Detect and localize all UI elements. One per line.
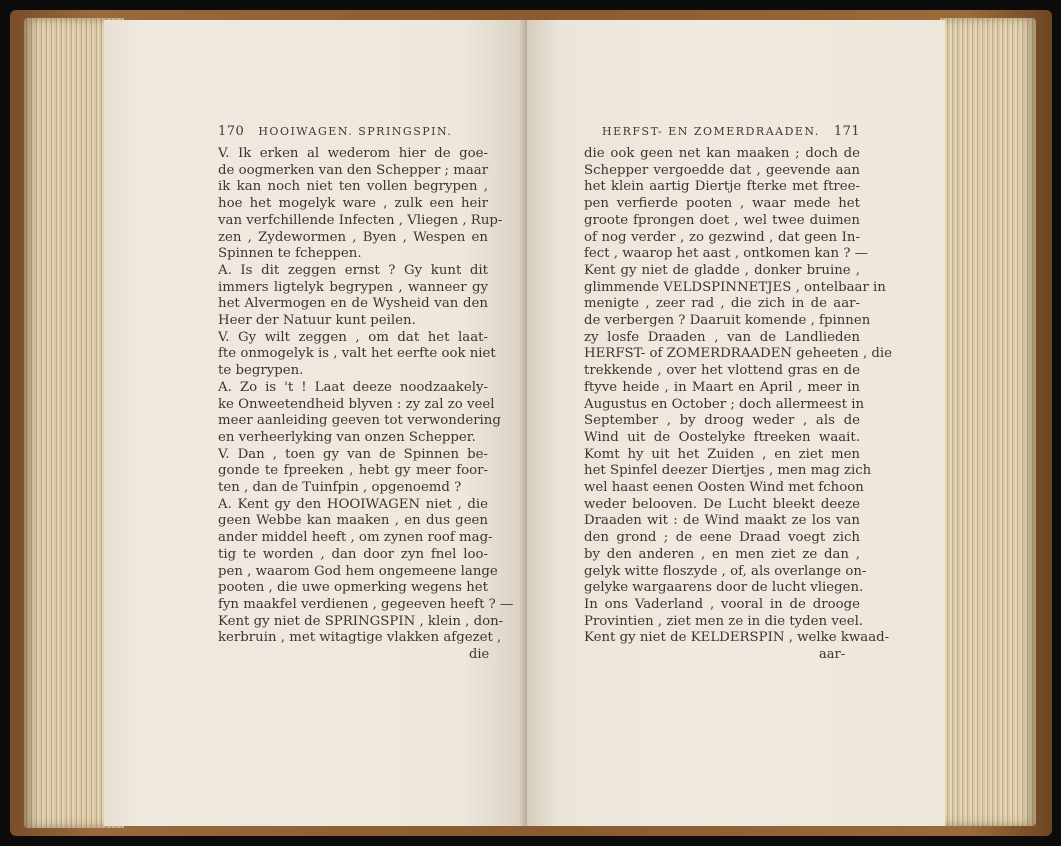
- text-line: by den anderen , en men ziet ze dan ,: [584, 546, 860, 562]
- right-catchword: aar-: [819, 647, 846, 662]
- text-line: fte onmogelyk is , valt het eerfte ook niet: [218, 346, 496, 362]
- text-line: geen Webbe kan maaken , en dus geen: [218, 513, 488, 529]
- text-line: gonde te fpreeken , hebt gy meer foor-: [218, 463, 488, 479]
- text-line: de verbergen ? Daaruit komende , fpinnen: [584, 313, 871, 329]
- text-line: fect , waarop het aast , ontkomen kan ? —: [584, 246, 868, 262]
- text-line: A. Kent gy den HOOIWAGEN niet , die: [218, 496, 488, 512]
- text-line: het klein aartig Diertje fterke met ftree-: [584, 179, 860, 195]
- text-line: ten , dan de Tuinfpin , opgenoemd ?: [218, 480, 462, 496]
- text-line: zy losfe Draaden , van de Landlieden: [584, 329, 860, 345]
- text-line: te begrypen.: [218, 363, 304, 379]
- text-line: Heer der Natuur kunt peilen.: [218, 313, 416, 329]
- text-line: groote fprongen doet , wel twee duimen: [584, 212, 860, 228]
- text-line: Komt hy uit het Zuiden , en ziet men: [584, 446, 860, 462]
- text-line: V. Gy wilt zeggen , om dat het laat-: [218, 329, 488, 345]
- left-body-text: [218, 146, 514, 647]
- right-running-head: [602, 124, 860, 139]
- text-line: weder belooven. De Lucht bleekt deeze: [584, 496, 860, 512]
- text-line: tig te worden , dan door zyn fnel loo-: [218, 546, 488, 562]
- text-line: gelyke wargaarens door de lucht vliegen.: [584, 580, 864, 596]
- left-page: [104, 20, 527, 826]
- text-line: ke Onweetendheid blyven : zy zal zo veel: [218, 396, 495, 412]
- right-body-text: [584, 146, 893, 647]
- text-line: hoe het mogelyk ware , zulk een heir: [218, 196, 488, 212]
- text-line: Kent gy niet de SPRINGSPIN , klein , don-: [218, 613, 504, 629]
- text-line: A. Is dit zeggen ernst ? Gy kunt dit: [218, 262, 488, 278]
- text-line: wel haast eenen Oosten Wind met fchoon: [584, 480, 864, 496]
- text-line: ftyve heide , in Maart en April , meer in: [584, 379, 860, 395]
- text-line: pen verfierde pooten , waar mede het: [584, 196, 860, 212]
- text-line: Kent gy niet de KELDERSPIN , welke kwaad-: [584, 630, 890, 646]
- left-catchword: die: [469, 647, 490, 662]
- text-line: de oogmerken van den Schepper ; maar: [218, 162, 489, 178]
- page-edges-right: [940, 18, 1036, 826]
- text-line: van verfchillende Infecten , Vliegen , Rup-: [218, 212, 503, 228]
- text-line: gelyk witte floszyde , of, als overlange on-: [584, 563, 867, 579]
- text-line: September , by droog weder , als de: [584, 413, 860, 429]
- text-line: of nog verder , zo gezwind , dat geen In-: [584, 229, 860, 245]
- text-line: Augustus en October ; doch allermeest in: [584, 396, 865, 412]
- text-line: V. Ik erken al wederom hier de goe-: [218, 146, 488, 161]
- right-running-title: HERFST- EN ZOMERDRAADEN.: [602, 125, 820, 138]
- left-page-number: 170: [218, 124, 245, 139]
- text-line: het Spinfel deezer Diertjes , men mag zich: [584, 463, 872, 479]
- text-line: Draaden wit : de Wind maakt ze los van: [584, 513, 860, 529]
- text-line: immers ligtelyk begrypen , wanneer gy: [218, 279, 488, 295]
- text-line: en verheerlyking van onzen Schepper.: [218, 429, 476, 445]
- text-line: V. Dan , toen gy van de Spinnen be-: [218, 446, 488, 462]
- text-line: A. Zo is 't ! Laat deeze noodzaakely-: [218, 379, 488, 395]
- text-line: zen , Zydewormen , Byen , Wespen en: [218, 229, 488, 245]
- right-page: [527, 20, 945, 826]
- text-line: kerbruin , met witagtige vlakken afgezet ,: [218, 630, 502, 646]
- text-line: het Alvermogen en de Wysheid van den: [218, 296, 488, 312]
- right-page-number: 171: [833, 124, 861, 139]
- text-line: ik kan noch niet ten vollen begrypen ,: [218, 179, 488, 195]
- text-line: HERFST- of ZOMERDRAADEN geheeten , die: [584, 346, 893, 362]
- text-line: Provintien , ziet men ze in die tyden veel.: [584, 613, 864, 629]
- text-line: trekkende , over het vlottend gras en de: [584, 363, 860, 379]
- text-line: Spinnen te fcheppen.: [218, 246, 362, 262]
- text-line: pooten , die uwe opmerking wegens het: [218, 580, 488, 596]
- left-running-title: HOOIWAGEN. SPRINGSPIN.: [258, 125, 453, 138]
- text-line: den grond ; de eene Draad voegt zich: [584, 530, 860, 546]
- text-line: In ons Vaderland , vooral in de drooge: [584, 596, 860, 612]
- text-line: meer aanleiding geeven tot verwondering: [218, 413, 501, 429]
- text-line: ander middel heeft , om zynen roof mag-: [218, 530, 493, 546]
- text-line: Schepper vergoedde dat , geevende aan: [584, 162, 860, 178]
- text-line: pen , waarom God hem ongemeene lange: [218, 563, 498, 579]
- text-line: menigte , zeer rad , die zich in de aar-: [584, 296, 860, 312]
- text-line: fyn maakfel verdienen , gegeeven heeft ? —: [218, 596, 514, 612]
- text-line: glimmende VELDSPINNETJES , ontelbaar in: [584, 279, 886, 295]
- left-running-head: [218, 124, 452, 139]
- text-line: Wind uit de Oostelyke ftreeken waait.: [584, 429, 860, 445]
- text-line: Kent gy niet de gladde , donker bruine ,: [584, 262, 860, 278]
- text-line: die ook geen net kan maaken ; doch de: [584, 146, 860, 161]
